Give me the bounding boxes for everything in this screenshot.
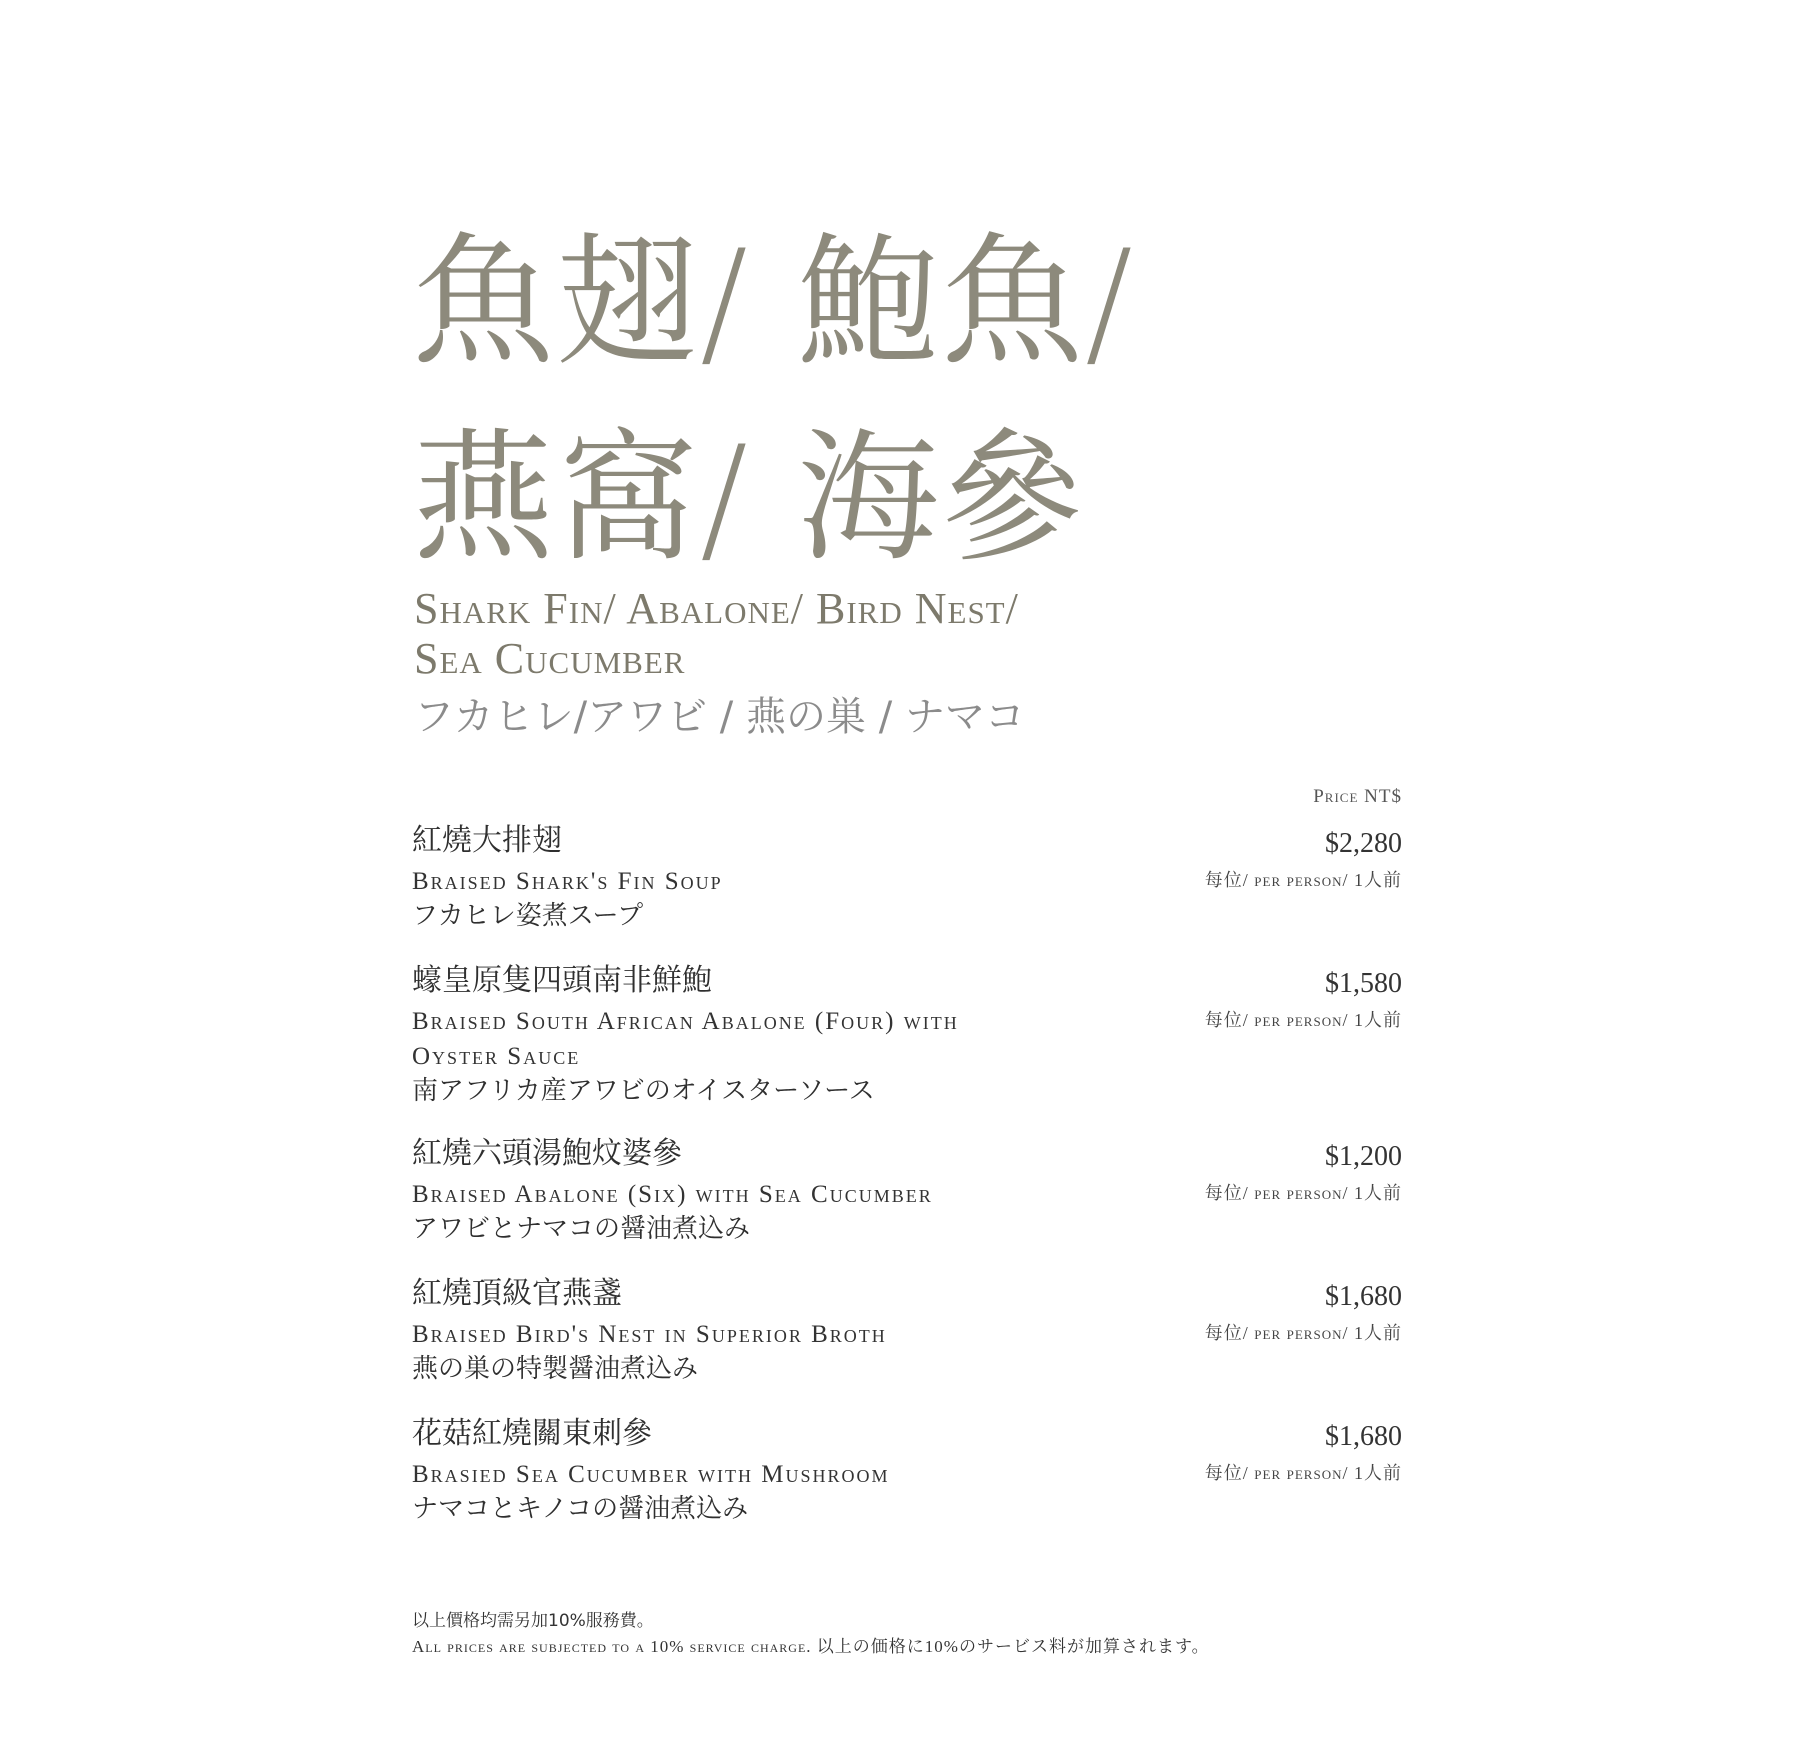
hero-title-english-line-1: Shark Fin/ Abalone/ Bird Nest/ xyxy=(414,584,1019,633)
hero-title-english-line-2: Sea Cucumber xyxy=(414,634,686,683)
menu-page xyxy=(412,0,1412,1742)
item-price: $1,680 xyxy=(1325,1421,1402,1452)
service-charge-note xyxy=(412,1608,1412,1660)
item-name-english: Brasied Sea Cucumber with Mushroom xyxy=(412,1461,890,1488)
service-charge-note-english-japanese: All prices are subjected to a 10% service charge. 以上の価格に10%のサービス料が加算されます。 xyxy=(412,1637,1210,1656)
hero-title-chinese-line-1: 魚翅/ 鮑魚/ xyxy=(412,220,1135,385)
item-price: $1,680 xyxy=(1325,1281,1402,1312)
item-price-unit: 每位/ per person/ 1人前 xyxy=(1204,1323,1402,1343)
item-name-japanese: フカヒレ姿煮スープ xyxy=(412,901,644,931)
hero-title-chinese xyxy=(412,205,1135,597)
item-price-unit: 每位/ per person/ 1人前 xyxy=(1204,1463,1402,1483)
item-price-unit: 每位/ per person/ 1人前 xyxy=(1204,870,1402,890)
item-name-chinese: 紅燒大排翅 xyxy=(412,823,562,858)
item-name-japanese: 燕の巣の特製醤油煮込み xyxy=(412,1354,699,1384)
item-name-english: Braised Shark's Fin Soup xyxy=(412,868,723,895)
item-price-unit: 每位/ per person/ 1人前 xyxy=(1204,1010,1402,1030)
menu-item xyxy=(412,1415,1402,1555)
price-column-header: Price NT$ xyxy=(1313,786,1402,807)
item-price: $2,280 xyxy=(1325,828,1402,859)
hero-title-english xyxy=(414,584,1019,684)
menu-item xyxy=(412,1135,1402,1275)
item-price-unit: 每位/ per person/ 1人前 xyxy=(1204,1183,1402,1203)
item-name-english: Braised South African Abalone (Four) with Oyster Sauce xyxy=(412,1008,959,1070)
hero-title-japanese: フカヒレ/アワビ / 燕の巣 / ナマコ xyxy=(414,694,1025,740)
menu-item xyxy=(412,1275,1402,1415)
item-name-japanese: 南アフリカ産アワビのオイスターソース xyxy=(412,1076,875,1106)
item-name-english: Braised Bird's Nest in Superior Broth xyxy=(412,1321,887,1348)
item-price: $1,580 xyxy=(1325,968,1402,999)
hero-title-chinese-line-2: 燕窩/ 海參 xyxy=(412,416,1085,581)
item-name-chinese: 花菇紅燒關東刺參 xyxy=(412,1416,652,1451)
item-price: $1,200 xyxy=(1325,1141,1402,1172)
item-name-chinese: 紅燒頂級官燕盞 xyxy=(412,1276,622,1311)
item-name-japanese: ナマコとキノコの醤油煮込み xyxy=(412,1494,749,1524)
item-name-japanese: アワビとナマコの醤油煮込み xyxy=(412,1214,751,1244)
item-name-english: Braised Abalone (Six) with Sea Cucumber xyxy=(412,1181,933,1208)
menu-items-list xyxy=(412,822,1402,1555)
menu-item xyxy=(412,962,1402,1135)
menu-item xyxy=(412,822,1402,962)
item-name-chinese: 紅燒六頭湯鮑炆婆參 xyxy=(412,1136,682,1171)
item-name-chinese: 蠔皇原隻四頭南非鮮鮑 xyxy=(412,963,712,998)
service-charge-note-chinese: 以上價格均需另加10%服務費。 xyxy=(412,1611,654,1631)
